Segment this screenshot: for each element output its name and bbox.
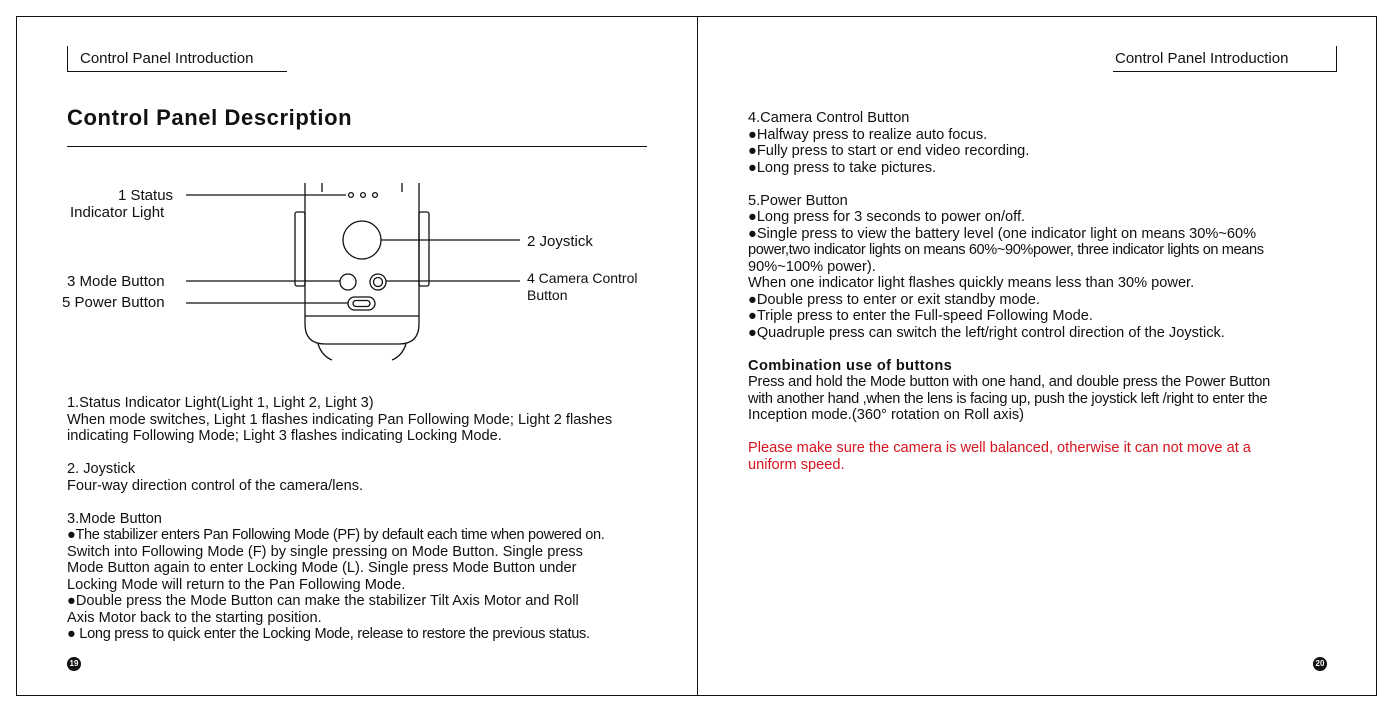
- section-mode-line: ● Long press to quick enter the Locking Mode, release to restore the previous status.: [67, 626, 590, 642]
- section-power-line: ●Single press to view the battery level (one indicator light on means 30%~60%: [748, 225, 1257, 242]
- section-camera-heading: 4.Camera Control Button: [748, 110, 910, 126]
- section-power-line: power,two indicator lights on means 60%~90%power, three indicator lights on means: [748, 242, 1264, 258]
- label-mode-button: 3 Mode Button: [67, 273, 165, 290]
- section-power-line: ●Double press to enter or exit standby mode.: [748, 291, 1040, 308]
- section-camera-line: ●Fully press to start or end video recording.: [748, 143, 1030, 159]
- control-panel-diagram: [0, 170, 697, 370]
- section-mode-line: ●The stabilizer enters Pan Following Mode (PF) by default each time when powered on.: [67, 527, 605, 543]
- section-power-heading: 5.Power Button: [748, 192, 848, 209]
- left-text-block: [67, 395, 667, 643]
- section-status-line: indicating Following Mode; Light 3 flashes indicating Locking Mode.: [67, 428, 502, 444]
- combination-line: Press and hold the Mode button with one hand, and double press the Power Button: [748, 374, 1271, 390]
- label-camera-control-line1: 4 Camera Control: [527, 270, 638, 286]
- combination-heading: Combination use of buttons: [748, 357, 953, 374]
- section-mode-line: ●Double press the Mode Button can make the stabilizer Tilt Axis Motor and Roll: [67, 593, 579, 609]
- warning-line: Please make sure the camera is well balanced, otherwise it can not move at a: [748, 440, 1251, 456]
- label-camera-control-line2: Button: [527, 287, 568, 303]
- section-power-line: ●Triple press to enter the Full-speed Following Mode.: [748, 308, 1093, 324]
- section-power-line: ●Long press for 3 seconds to power on/off.: [748, 209, 1026, 225]
- section-mode-line: Mode Button again to enter Locking Mode (L). Single press Mode Button under: [67, 560, 577, 576]
- page-number-left: 19: [67, 657, 81, 671]
- label-power-button: 5 Power Button: [62, 294, 165, 311]
- section-status-line: When mode switches, Light 1 flashes indicating Pan Following Mode; Light 2 flashes: [67, 411, 613, 428]
- left-header: Control Panel Introduction: [67, 46, 287, 72]
- section-joystick-heading: 2. Joystick: [67, 461, 136, 477]
- page-number-right: 20: [1313, 657, 1327, 671]
- label-joystick: 2 Joystick: [527, 233, 593, 250]
- section-mode-line: Locking Mode will return to the Pan Following Mode.: [67, 576, 406, 593]
- combination-line: with another hand ,when the lens is facing up, push the joystick left /right to enter the: [748, 390, 1268, 407]
- section-power-line: When one indicator light flashes quickly means less than 30% power.: [748, 275, 1195, 291]
- section-power-line: 90%~100% power).: [748, 258, 876, 275]
- page-spine: [697, 16, 698, 696]
- section-power-line: ●Quadruple press can switch the left/right control direction of the Joystick.: [748, 324, 1225, 341]
- section-joystick-line: Four-way direction control of the camera/lens.: [67, 477, 364, 494]
- combination-line: Inception mode.(360° rotation on Roll axis): [748, 407, 1024, 423]
- section-status-heading: 1.Status Indicator Light(Light 1, Light 2, Light 3): [67, 395, 374, 411]
- warning-line: uniform speed.: [748, 456, 845, 473]
- section-mode-heading: 3.Mode Button: [67, 510, 162, 527]
- label-status-line2: Indicator Light: [70, 204, 165, 221]
- section-mode-line: Axis Motor back to the starting position.: [67, 609, 322, 626]
- section-camera-line: ●Long press to take pictures.: [748, 159, 937, 176]
- page-title: Control Panel Description: [67, 105, 353, 130]
- title-divider: [67, 146, 647, 147]
- label-status-line1: 1 Status: [118, 187, 174, 204]
- section-mode-line: Switch into Following Mode (F) by single pressing on Mode Button. Single press: [67, 543, 583, 560]
- section-camera-line: ●Halfway press to realize auto focus.: [748, 126, 988, 143]
- right-header: Control Panel Introduction: [1113, 46, 1337, 72]
- right-text-block: [748, 110, 1348, 473]
